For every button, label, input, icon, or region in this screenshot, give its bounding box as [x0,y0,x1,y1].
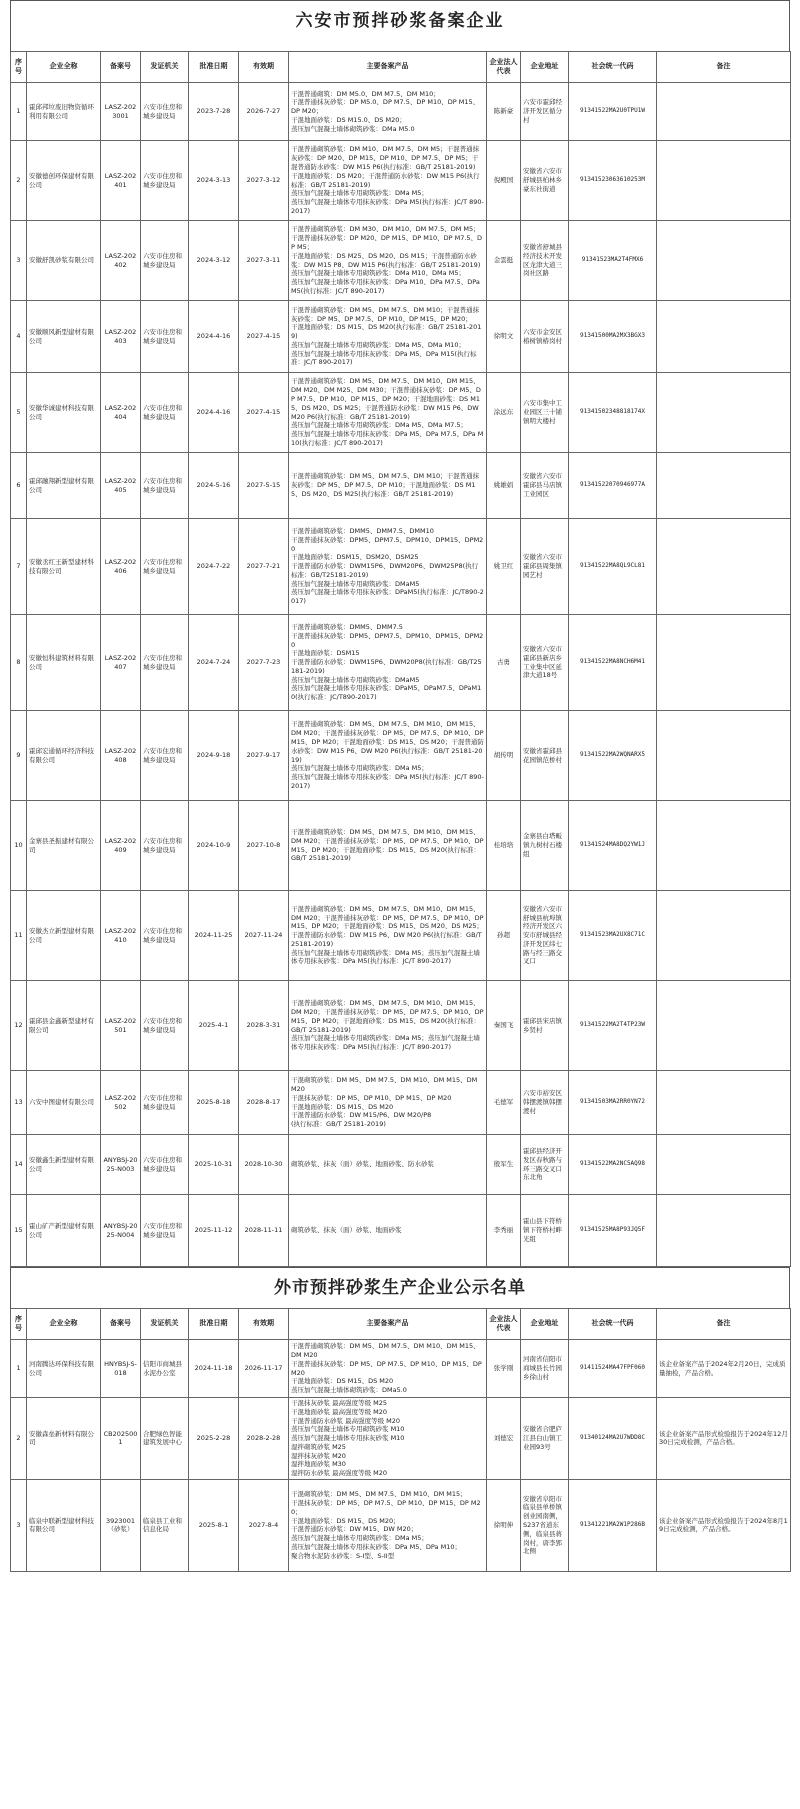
cell-credit-code: 91341221MA2W1P286B [569,1479,657,1571]
cell-approval-date: 2024-3-12 [189,221,239,301]
cell-expiry-date: 2027-4-15 [239,373,289,453]
cell-products: 干混普通砌筑砂浆：DM M5、DM M7.5、DM M10；干混普通抹灰砂浆：DP M5、DP M7.5、DP M10；干混地面砂浆：DS M15、DS M20、DS M25(执行标准：GB/T 25181-2019) [289,453,487,519]
cell-address: 安徽省六安市霍邱县马店镇工业园区 [521,453,569,519]
cell-index: 9 [11,711,27,801]
cell-filing-number: ANYBSJ-2025-N004 [101,1195,141,1267]
cell-address: 霍山县下符桥镇下符桥村畔光组 [521,1195,569,1267]
cell-credit-code: 91341503MA2RR0YN72 [569,1071,657,1135]
cell-products: 干混普通砌筑砂浆：DM M5、DM M7.5、DM M10、DM M15、DM M20；干混普通抹灰砂浆：DP M5、DP M7.5、DP M10、DP M15、DP M20；干混地面砂浆：DS M15、DS M20(执行标准：GB/T 25181-2019) 蒸压加气混凝土墙体专用砌筑砂浆：DMa M5；蒸压加气混凝土墙体专用抹灰砂浆：DPa M5(执行标准：JC/T 890-2017) [289,981,487,1071]
external-enterprise-table [10,1308,791,1572]
cell-index: 4 [11,301,27,373]
cell-credit-code: 91341522MA8QL9CL81 [569,519,657,615]
cell-expiry-date: 2028-2-28 [239,1398,289,1480]
cell-filing-number: LASZ-202410 [101,891,141,981]
cell-remark [657,1071,791,1135]
cell-index: 5 [11,373,27,453]
cell-address: 六安市霍邱经济开发区循分村 [521,83,569,141]
cell-issuing-authority: 六安市住房和城乡建设局 [141,373,189,453]
cell-index: 3 [11,1479,27,1571]
table-body [11,83,791,1267]
cell-remark: 该企业备案产品形式检验报告于2024年8月19日完成检测，产品合格。 [657,1479,791,1571]
table-row [11,981,791,1071]
cell-remark [657,301,791,373]
cell-products: 干混普通砌筑砂浆：DM M5、DM M7.5、DM M10、DM M15、DM M20；干混普通抹灰砂浆：DP M5、DP M7.5、DP M10、DP M15、DP M20；干混地面砂浆：DS M15、DS M20；干混普通防水砂浆：DW M15 P6、DW M20 P6(执行标准：GB/T 25181-2019) 蒸压加气混凝土墙体专用砌筑砂浆：DMa M5； 蒸压加气混凝土墙体专用抹灰砂浆：DPa M5(执行标准：JC/T 890-2017) [289,711,487,801]
cell-credit-code: 91341522MA2T4TP23W [569,981,657,1071]
cell-company-name: 霍邱县金鑫新型建材有限公司 [27,981,101,1071]
cell-remark [657,711,791,801]
cell-credit-code: 91341523063610253M [569,141,657,221]
cell-expiry-date: 2027-7-21 [239,519,289,615]
cell-issuing-authority: 临泉县工业和信息化局 [141,1479,189,1571]
cell-issuing-authority: 六安市住房和城乡建设局 [141,301,189,373]
cell-expiry-date: 2027-8-4 [239,1479,289,1571]
cell-products: 干混抹灰砂浆 最高强度等级 M25 干混地面砂浆 最高强度等级 M20 干混普通防水砂浆 最高强度等级 M20 蒸压加气混凝土墙体专用砌筑砂浆 M10 蒸压加气混凝土墙体专用抹灰砂浆 M10 湿拌砌筑砂浆 M25 湿拌抹灰砂浆 M20 湿拌地面砂浆 M30 湿拌防水砂浆 最高强度等级 M20 [289,1398,487,1480]
cell-issuing-authority: 六安市住房和城乡建设局 [141,519,189,615]
table-row [11,1479,791,1571]
column-header: 发证机关 [141,52,189,83]
cell-address: 六安市裕安区韩摆渡镇韩摆渡村 [521,1071,569,1135]
cell-expiry-date: 2028-10-30 [239,1135,289,1195]
cell-remark [657,891,791,981]
cell-issuing-authority: 信阳市商城县水泥办公室 [141,1340,189,1398]
table-row [11,1071,791,1135]
document-page [10,0,790,1572]
table-header-row [11,52,791,83]
table-body [11,1340,791,1572]
cell-approval-date: 2024-3-13 [189,141,239,221]
cell-issuing-authority: 六安市住房和城乡建设局 [141,801,189,891]
cell-remark [657,141,791,221]
cell-products: 干混普通砌筑砂浆：DM M5、DM M7.5、DM M10、DM M15、DM M20、DM M25、DM M30；干混普通抹灰砂浆：DP M5、DP M7.5、DP M10、DP M15、DP M20；干混地面砂浆：DS M15、DS M20、DS M25；干混普通防水砂浆：DW M15 P6、DW M20 P6(执行标准：GB/T 25181-2019) 蒸压加气混凝土墙体专用砌筑砂浆：DMa M5、DMa M7.5； 蒸压加气混凝土墙体专用抹灰砂浆：DPa M5、DPa M7.5、DPa M10(执行标准：JC/T 890-2017) [289,373,487,453]
column-header: 主要备案产品 [289,52,487,83]
column-header: 序号 [11,1309,27,1340]
column-header: 企业地址 [521,52,569,83]
cell-products: 干混普通砌筑砂浆：DM M5、DM M7.5、DM M10、DM M15、DM M20 干混普通抹灰砂浆：DP M5、DP M7.5、DP M10、DP M15、DP M20 干混地面砂浆：DS M15、DS M20 蒸压加气混凝土墙体砌筑砂浆：DMa5.0 [289,1340,487,1398]
cell-approval-date: 2024-4-16 [189,301,239,373]
column-header: 序号 [11,52,27,83]
cell-legal-representative: 倪殿国 [487,141,521,221]
cell-legal-representative: 孙超 [487,891,521,981]
cell-legal-representative: 李秀丽 [487,1195,521,1267]
cell-index: 8 [11,615,27,711]
cell-credit-code: 91341522070946977A [569,453,657,519]
cell-index: 12 [11,981,27,1071]
cell-expiry-date: 2027-10-8 [239,801,289,891]
cell-approval-date: 2025-10-31 [189,1135,239,1195]
cell-filing-number: 3923001（砂浆） [101,1479,141,1571]
cell-credit-code: 91341522MA2U0TPU1W [569,83,657,141]
cell-products: 干混普通砌筑砂浆：DM M5、DM M7.5、DM M10；干混普通抹灰砂浆：DP M5、DP M7.5、DP M10、DP M15、DP M20； 干混地面砂浆：DS M15、DS M20(执行标准：GB/T 25181-2019) 蒸压加气混凝土墙体专用砌筑砂浆：DMa M5、DMa M10； 蒸压加气混凝土墙体专用抹灰砂浆：DPa M5、DPa M15(执行标准：JC/T 890-2017) [289,301,487,373]
cell-credit-code: 91340124MA2U7WDD8C [569,1398,657,1480]
table-row [11,1135,791,1195]
cell-filing-number: ANYBSJ-2025-N003 [101,1135,141,1195]
cell-approval-date: 2025-4-1 [189,981,239,1071]
cell-address: 安徽省六安市舒城县柏林乡豪东社街道 [521,141,569,221]
table-row [11,891,791,981]
cell-company-name: 霍邱宏通循环经济科技有限公司 [27,711,101,801]
table-row [11,373,791,453]
cell-company-name: 安徽华诚建材科技有限公司 [27,373,101,453]
cell-legal-representative: 张学刚 [487,1340,521,1398]
cell-remark [657,221,791,301]
cell-credit-code: 91411524MA47FPF060 [569,1340,657,1398]
cell-approval-date: 2024-4-16 [189,373,239,453]
table-row [11,1340,791,1398]
cell-address: 六安市集中工业园区三十铺镇明大楼村 [521,373,569,453]
cell-expiry-date: 2026-11-17 [239,1340,289,1398]
cell-remark [657,801,791,891]
column-header: 备注 [657,52,791,83]
cell-issuing-authority: 六安市住房和城乡建设局 [141,891,189,981]
cell-remark [657,981,791,1071]
cell-index: 10 [11,801,27,891]
column-header: 有效期 [239,52,289,83]
column-header: 社会统一代码 [569,52,657,83]
cell-company-name: 安徽舒凯砂浆有限公司 [27,221,101,301]
column-header: 企业地址 [521,1309,569,1340]
cell-company-name: 六安中图建材有限公司 [27,1071,101,1135]
column-header: 企业全称 [27,52,101,83]
cell-company-name: 安徽丞红王新型建材科技有限公司 [27,519,101,615]
cell-filing-number: HNYBSJ-S-018 [101,1340,141,1398]
cell-index: 3 [11,221,27,301]
local-enterprise-table [10,51,791,1267]
cell-issuing-authority: 六安市住房和城乡建设局 [141,1195,189,1267]
cell-index: 2 [11,141,27,221]
cell-remark [657,83,791,141]
cell-products: 干混砌筑砂浆：DM M5、DM M7.5、DM M10、DM M15、DM M20 干混抹灰砂浆：DP M5、DP M10、DP M15、DP M20 干混地面砂浆：DS M15、DS M20 干混普通防水砂浆：DW M15/P6、DW M20/P8 (执行标准：GB/T 25181-2019) [289,1071,487,1135]
cell-company-name: 霍山矿产新型建材有限公司 [27,1195,101,1267]
cell-approval-date: 2024-7-22 [189,519,239,615]
cell-company-name: 河南腾达环保科技有限公司 [27,1340,101,1398]
cell-products: 砌筑砂浆、抹灰（面）砂浆、地面砂浆 [289,1195,487,1267]
cell-company-name: 金寨县圣振建材有限公司 [27,801,101,891]
cell-company-name: 安徽杰立新型建材有限公司 [27,891,101,981]
cell-company-name: 安徽顺风新型建材有限公司 [27,301,101,373]
cell-products: 干混普通砌筑：DM M5.0、DM M7.5、DM M10； 干混普通抹灰砂浆：DP M5.0、DP M7.5、DP M10、DP M15、DP M20； 干混地面砂浆：DS M15.0、DS M20； 蒸压加气混凝土墙体砌筑砂浆：DMa M5.0 [289,83,487,141]
cell-filing-number: LASZ-202501 [101,981,141,1071]
spacer [10,41,790,51]
cell-legal-representative: 秦国飞 [487,981,521,1071]
cell-expiry-date: 2028-3-31 [239,981,289,1071]
cell-credit-code: 91341500MA2MX3BGX3 [569,301,657,373]
cell-expiry-date: 2027-3-11 [239,221,289,301]
cell-expiry-date: 2027-9-17 [239,711,289,801]
cell-credit-code: 91341522MA8NCH6M41 [569,615,657,711]
cell-expiry-date: 2027-3-12 [239,141,289,221]
cell-issuing-authority: 六安市住房和城乡建设局 [141,453,189,519]
cell-remark [657,453,791,519]
cell-company-name: 霍邱融翔新型建材有限公司 [27,453,101,519]
table-row [11,1398,791,1480]
cell-expiry-date: 2028-8-17 [239,1071,289,1135]
cell-expiry-date: 2026-7-27 [239,83,289,141]
cell-legal-representative: 刘德宏 [487,1398,521,1480]
column-header: 有效期 [239,1309,289,1340]
cell-expiry-date: 2027-4-15 [239,301,289,373]
cell-approval-date: 2025-2-28 [189,1398,239,1480]
cell-filing-number: CB2025001 [101,1398,141,1480]
cell-issuing-authority: 六安市住房和城乡建设局 [141,711,189,801]
cell-expiry-date: 2028-11-11 [239,1195,289,1267]
table-row [11,453,791,519]
cell-products: 干混普通砌筑砂浆：DMM5、DMM7.5 干混普通抹灰砂浆：DPM5、DPM7.5、DPM10、DPM15、DPM20 干混地面砂浆：DSM15 干混普通防水砂浆：DWM15P6、DWM20P8(执行标准：GB/T25181-2019) 蒸压加气混凝土墙体专用砌筑砂浆：DMaM5 蒸压加气混凝土墙体专用抹灰砂浆：DPaM5、DPaM7.5、DPaM10(执行标准：JC/T890-2017) [289,615,487,711]
cell-filing-number: LASZ-202402 [101,221,141,301]
cell-legal-representative: 胡传明 [487,711,521,801]
cell-address: 安徽省合肥庐江县白山镇工业园93号 [521,1398,569,1480]
cell-issuing-authority: 六安市住房和城乡建设局 [141,83,189,141]
cell-approval-date: 2024-7-24 [189,615,239,711]
cell-credit-code: 91341524MA8DQ2YW1J [569,801,657,891]
cell-legal-representative: 陈新豪 [487,83,521,141]
cell-legal-representative: 徐明伸 [487,1479,521,1571]
cell-address: 安徽省六安市霍邱县周集镇园艺村 [521,519,569,615]
cell-address: 安徽省六安市舒城县杭埠镇经济开发区六安市舒城县经济开发区纬七路与经三路交叉口 [521,891,569,981]
cell-approval-date: 2024-9-18 [189,711,239,801]
cell-address: 安徽省六安市霍邱县新店乡工业集中区延津大道18号 [521,615,569,711]
column-header: 企业全称 [27,1309,101,1340]
cell-index: 6 [11,453,27,519]
cell-company-name: 霍邱邦垃废旧物资循环利用有限公司 [27,83,101,141]
cell-filing-number: LASZ-202405 [101,453,141,519]
cell-credit-code: 91341522MA2NC5AQ98 [569,1135,657,1195]
column-header: 批准日期 [189,1309,239,1340]
cell-approval-date: 2025-8-1 [189,1479,239,1571]
table-row [11,301,791,373]
table-row [11,221,791,301]
cell-address: 河南省信阳市商城县长竹园乡徐山村 [521,1340,569,1398]
cell-legal-representative: 殷军生 [487,1135,521,1195]
column-header: 备案号 [101,52,141,83]
cell-credit-code: 91341525MA8P93JQ5F [569,1195,657,1267]
cell-remark [657,373,791,453]
cell-address: 安徽省阜阳市临泉县单桥镇创业园南侧，S237省道东侧，临泉县蒋岗村，唐李郢北侧 [521,1479,569,1571]
cell-index: 2 [11,1398,27,1480]
external-table-title: 外市预拌砂浆生产企业公示名单 [10,1267,790,1308]
cell-index: 1 [11,83,27,141]
cell-expiry-date: 2027-11-24 [239,891,289,981]
cell-issuing-authority: 合肥绿色智能建筑发展中心 [141,1398,189,1480]
cell-products: 干混普通砌筑砂浆：DM M10、DM M7.5、DM M5；干混普通抹灰砂浆：DP M20、DP M15、DP M10、DP M7.5、DP M5；干混普通防水砂浆：DW M15 P6(执行标准：GB/T 25181-2019) 干混地面砂浆：DS M20；干混普通防水砂浆：DW M15 P6(执行标准：GB/T 25181-2019) 蒸压加气混凝土墙体专用砌筑砂浆：DMa M5； 蒸压加气混凝土墙体专用抹灰砂浆：DPa M5(执行标准：JC/T 890-2017) [289,141,487,221]
cell-products: 干混普通砌筑砂浆：DMM5、DMM7.5、DMM10 干混普通抹灰砂浆：DPM5、DPM7.5、DPM10、DPM15、DPM20 干混地面砂浆：DSM15、DSM20、DSM25 干混普通防水砂浆：DWM15P6、DWM20P6、DWM25P8(执行标准：GB/T25181-2019) 蒸压加气混凝土墙体专用砌筑砂浆：DMaM5 蒸压加气混凝土墙体专用抹灰砂浆：DPaM5(执行标准：JC/T890-2017) [289,519,487,615]
cell-credit-code: 91341523MA2UX8C71C [569,891,657,981]
cell-company-name: 安徽鑫生新型建材有限公司 [27,1135,101,1195]
table-row [11,141,791,221]
cell-products: 干混普通砌筑砂浆：DM M5、DM M7.5、DM M10、DM M15、DM M20；干混普通抹灰砂浆：DP M5、DP M7.5、DP M10、DP M15、DP M20；干混地面砂浆：DS M15、DS M20、DS M25；干混普通防水砂浆：DW M15 P6、DW M20 P6(执行标准：GB/T 25181-2019) 蒸压加气混凝土墙体专用砌筑砂浆：DMa M5；蒸压加气混凝土墙体专用抹灰砂浆：DPa M5(执行标准：JC/T 890-2017) [289,891,487,981]
cell-address: 六安市金安区椿树镇椿岗村 [521,301,569,373]
cell-filing-number: LASZ-202502 [101,1071,141,1135]
cell-legal-representative: 金雲挺 [487,221,521,301]
table-header-row [11,1309,791,1340]
cell-credit-code: 91341502348818174X [569,373,657,453]
cell-index: 11 [11,891,27,981]
cell-issuing-authority: 六安市住房和城乡建设局 [141,615,189,711]
cell-credit-code: 91341522MA2WQNARX5 [569,711,657,801]
column-header: 批准日期 [189,52,239,83]
cell-approval-date: 2023-7-28 [189,83,239,141]
cell-issuing-authority: 六安市住房和城乡建设局 [141,1071,189,1135]
cell-filing-number: LASZ-202409 [101,801,141,891]
cell-address: 霍邱县宋店镇乡贤村 [521,981,569,1071]
cell-products: 砌筑砂浆、抹灰（面）砂浆、地面砂浆、防水砂浆 [289,1135,487,1195]
cell-address: 金寨县白塔畈镇九树村石楼组 [521,801,569,891]
local-table-title: 六安市预拌砂浆备案企业 [10,0,790,41]
cell-remark [657,519,791,615]
cell-remark: 该企业备案产品于2024年2月20日，完成质量抽检，产品合格。 [657,1340,791,1398]
cell-approval-date: 2024-10-9 [189,801,239,891]
column-header: 备注 [657,1309,791,1340]
column-header: 社会统一代码 [569,1309,657,1340]
cell-legal-representative: 徐明文 [487,301,521,373]
cell-issuing-authority: 六安市住房和城乡建设局 [141,141,189,221]
cell-company-name: 安徽恒科建筑材料有限公司 [27,615,101,711]
cell-legal-representative: 涂远东 [487,373,521,453]
cell-filing-number: LASZ-202401 [101,141,141,221]
column-header: 企业法人代表 [487,52,521,83]
cell-issuing-authority: 六安市住房和城乡建设局 [141,981,189,1071]
cell-products: 干混砌筑砂浆：DM M5、DM M7.5、DM M10、DM M15； 干混抹灰砂浆：DP M5、DP M7.5、DP M10、DP M15、DP M20； 干混地面砂浆：DS M15、DS M20； 干混普通防水砂浆：DW M15、DW M20； 蒸压加气混凝土墙体专用砌筑砂浆：DMa M5； 蒸压加气混凝土墙体专用抹灰砂浆：DPa M5、DPa M10； 聚合物水泥防水砂浆：S-I型、S-II型 [289,1479,487,1571]
cell-approval-date: 2024-5-16 [189,453,239,519]
cell-products: 干混普通砌筑砂浆：DM M30、DM M10、DM M7.5、DM M5；干混普通抹灰砂浆：DP M20、DP M15、DP M10、DP M7.5、DP M5； 干混地面砂浆：DS M25、DS M20、DS M15；干混普通防水砂浆：DW M15 P8、DW M15 P6(执行标准：GB/T 25181-2019) 蒸压加气混凝土墙体专用砌筑砂浆：DMa M10、DMa M5； 蒸压加气混凝土墙体专用抹灰砂浆：DPa M10、DPa M7.5、DPa M5(执行标准：JC/T 890-2017) [289,221,487,301]
cell-filing-number: LASZ-202406 [101,519,141,615]
cell-issuing-authority: 六安市住房和城乡建设局 [141,221,189,301]
cell-expiry-date: 2027-7-23 [239,615,289,711]
cell-approval-date: 2025-8-18 [189,1071,239,1135]
cell-approval-date: 2025-11-12 [189,1195,239,1267]
table-row [11,83,791,141]
cell-index: 1 [11,1340,27,1398]
cell-legal-representative: 姚卫红 [487,519,521,615]
table-row [11,615,791,711]
cell-filing-number: LASZ-2023001 [101,83,141,141]
cell-expiry-date: 2027-5-15 [239,453,289,519]
cell-approval-date: 2024-11-25 [189,891,239,981]
cell-credit-code: 91341523MA2T4FMX6 [569,221,657,301]
table-row [11,801,791,891]
cell-remark [657,615,791,711]
cell-index: 13 [11,1071,27,1135]
cell-address: 霍邱县经济开发区春秋路与环三路交叉口东北角 [521,1135,569,1195]
cell-address: 安徽省霍邱县花园镇范桥村 [521,711,569,801]
cell-issuing-authority: 六安市住房和城乡建设局 [141,1135,189,1195]
cell-remark [657,1195,791,1267]
cell-remark [657,1135,791,1195]
table-row [11,711,791,801]
cell-filing-number: LASZ-202403 [101,301,141,373]
column-header: 发证机关 [141,1309,189,1340]
cell-filing-number: LASZ-202408 [101,711,141,801]
cell-approval-date: 2024-11-18 [189,1340,239,1398]
cell-legal-representative: 古勇 [487,615,521,711]
cell-filing-number: LASZ-202407 [101,615,141,711]
column-header: 主要备案产品 [289,1309,487,1340]
cell-legal-representative: 桂培培 [487,801,521,891]
cell-index: 15 [11,1195,27,1267]
cell-company-name: 安徽德创环保建材有限公司 [27,141,101,221]
cell-legal-representative: 毛德军 [487,1071,521,1135]
cell-filing-number: LASZ-202404 [101,373,141,453]
cell-legal-representative: 姚雄娟 [487,453,521,519]
table-row [11,519,791,615]
column-header: 企业法人代表 [487,1309,521,1340]
cell-index: 14 [11,1135,27,1195]
table-row [11,1195,791,1267]
cell-address: 安徽省舒城县经济技术开发区龙津大道三岗社区路 [521,221,569,301]
cell-company-name: 临泉中联新型建材科技有限公司 [27,1479,101,1571]
cell-products: 干混普通砌筑砂浆：DM M5、DM M7.5、DM M10、DM M15、DM M20；干混普通抹灰砂浆：DP M5、DP M7.5、DP M10、DP M15、DP M20；干混地面砂浆：DS M15、DS M20(执行标准：GB/T 25181-2019) [289,801,487,891]
cell-index: 7 [11,519,27,615]
cell-remark: 该企业备案产品形式检验报告于2024年12月30日完成检测，产品合格。 [657,1398,791,1480]
cell-company-name: 安徽森垒新材料有限公司 [27,1398,101,1480]
column-header: 备案号 [101,1309,141,1340]
